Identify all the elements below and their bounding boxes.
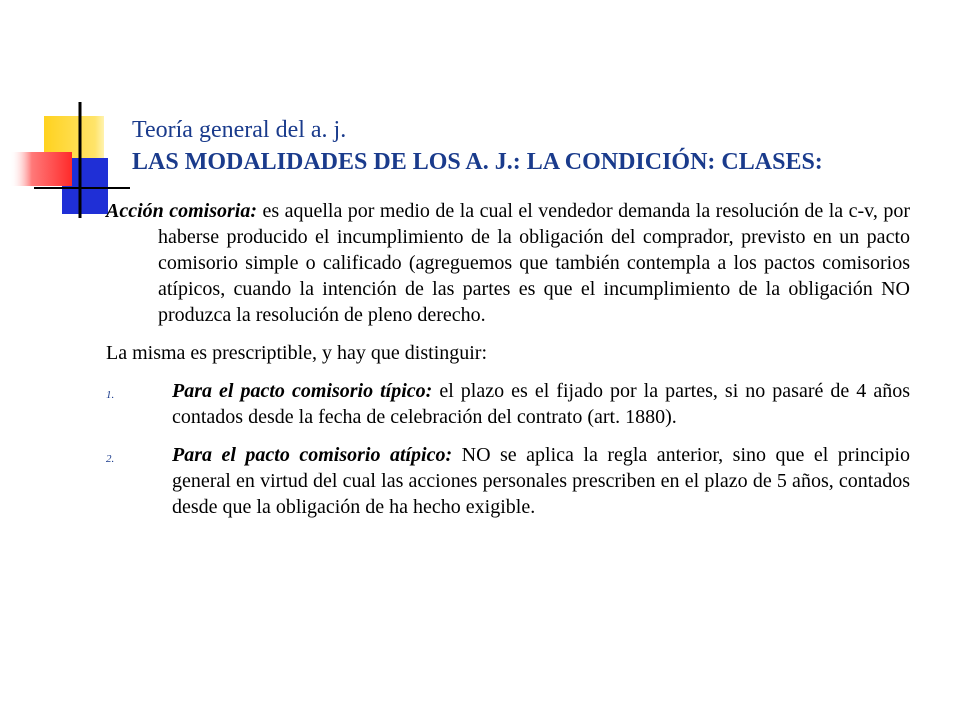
list-item-term: Para el pacto comisorio atípico: (172, 444, 453, 466)
decorative-logo-graphic (0, 0, 130, 230)
paragraph-accion-comisoria (106, 198, 910, 328)
list-item-text: el plazo es el fijado por la partes, si no pasaré de 4 años contados desde la fecha de celebración del contrato (art. 1880). (172, 380, 911, 428)
paragraph-1-text: es aquella por medio de la cual el vendedor demanda la resolución de la c-v, por haberse producido el incumplimiento de la obligación del comprador, previsto en un pacto comisorio simple o calificado (agreguemos que también contempla a los pactos comisorios atípicos, cuando la intención de las partes es que el incumplimiento de la obligación NO produzca la resolución de pleno derecho. (158, 200, 911, 326)
list-item-term: Para el pacto comisorio típico: (172, 380, 433, 402)
slide-title (132, 114, 932, 178)
paragraph-prescriptible: La misma es prescriptible, y hay que distinguir: (106, 342, 488, 364)
slide-body (106, 198, 910, 520)
term-accion-comisoria: Acción comisoria: (106, 200, 258, 222)
list-item-text: NO se aplica la regla anterior, sino que el principio general en virtud del cual las acciones personales prescriben en el plazo de 5 años, contados desde que la obligación de ha hecho exigible. (172, 444, 910, 518)
title-line-1: Teoría general del a. j. (132, 117, 347, 143)
logo-red-square (10, 152, 72, 186)
list-number: 2. (106, 453, 115, 465)
list-number: 1. (106, 389, 115, 401)
list-item (106, 442, 910, 520)
title-line-2: LAS MODALIDADES DE LOS A. J.: LA CONDICIÓN: CLASES: (132, 149, 823, 175)
list-item (106, 378, 910, 430)
